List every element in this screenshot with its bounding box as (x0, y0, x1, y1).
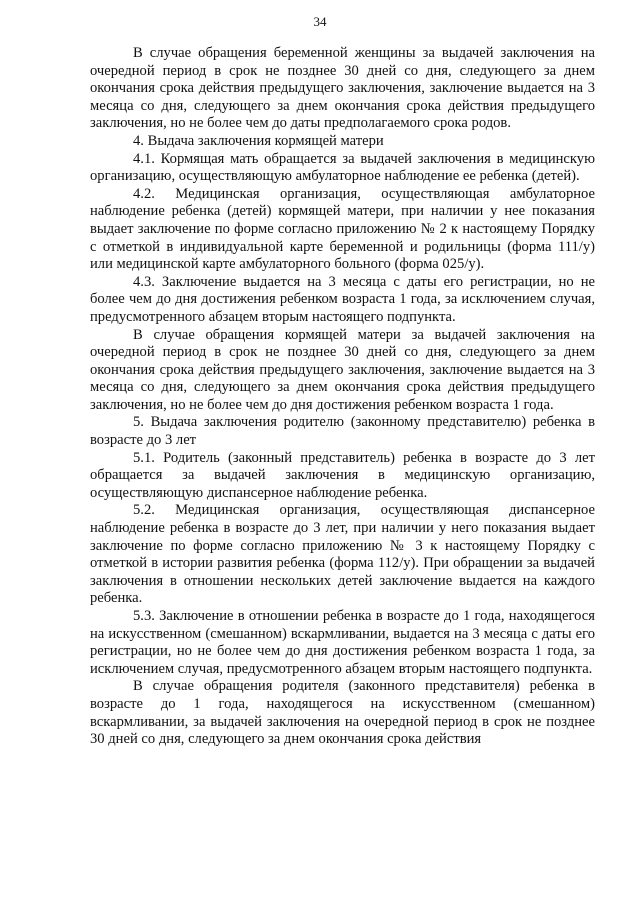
paragraph-pregnant-renewal: В случае обращения беременной женщины за выдачей заключения на очередной период в срок не позднее 30 дней со дня, следующего за днем окончания срока действия предыдущего заключения, заключение выдается на 3 месяца со дня, следующего за днем окончания срока действия предыдущего заключения, но не более чем до даты предполагаемого срока родов. (90, 45, 595, 132)
paragraph-5-3: 5.3. Заключение в отношении ребенка в возрасте до 1 года, находящегося на искусственном (смешанном) вскармливании, выдается на 3 месяца с даты его регистрации, но не более чем до дня достижения ребенком возраста 1 года, за исключением случая, предусмотренного абзацем вторым настоящего подпункта. (90, 608, 595, 677)
paragraph-parent-renewal: В случае обращения родителя (законного представителя) ребенка в возрасте до 1 года, находящегося на искусственном (смешанном) вскармливании, за выдачей заключения на очередной период в срок не позднее 30 дней со дня, следующего за днем окончания срока действия (90, 678, 595, 748)
page-number: 34 (313, 14, 327, 29)
document-body (90, 45, 595, 749)
paragraph-5-1: 5.1. Родитель (законный представитель) ребенка в возрасте до 3 лет обращается за выдачей заключения в медицинскую организацию, осуществляющую диспансерное наблюдение ребенка. (90, 449, 595, 501)
section-heading-4: 4. Выдача заключения кормящей матери (133, 132, 384, 149)
paragraph-4-2: 4.2. Медицинская организация, осуществляющая амбулаторное наблюдение ребенка (детей) кормящей матери, при наличии у нее показания выдает заключение по форме согласно приложению № 2 к настоящему Порядку с отметкой в индивидуальной карте беременной и родильницы (форма 111/у) или медицинской карте амбулаторного больного (форма 025/у). (90, 185, 595, 273)
paragraph-4-1: 4.1. Кормящая мать обращается за выдачей заключения в медицинскую организацию, осуществляющую амбулаторное наблюдение ее ребенка (детей). (90, 150, 595, 185)
paragraph-4-3: 4.3. Заключение выдается на 3 месяца с даты его регистрации, но не более чем до дня достижения ребенком возраста 1 года, за исключением случая, предусмотренного абзацем вторым настоящего подпункта. (90, 273, 595, 325)
section-heading-5: 5. Выдача заключения родителю (законному представителю) ребенка в возрасте до 3 лет (90, 414, 595, 449)
paragraph-5-2: 5.2. Медицинская организация, осуществляющая диспансерное наблюдение ребенка в возрасте до 3 лет, при наличии у него показания выдает заключение по форме согласно приложению № 3 к настоящему Порядку с отметкой в истории развития ребенка (форма 112/у). При обращении за выдачей заключения в отношении нескольких детей заключение выдается на каждого ребенка. (90, 502, 595, 607)
paragraph-nursing-renewal: В случае обращения кормящей матери за выдачей заключения на очередной период в срок не позднее 30 дней со дня, следующего за днем окончания срока действия предыдущего заключения, заключение выдается на 3 месяца со дня, следующего за днем окончания срока действия предыдущего заключения, но не более чем до дня достижения ребенком возраста 1 года. (90, 326, 595, 413)
